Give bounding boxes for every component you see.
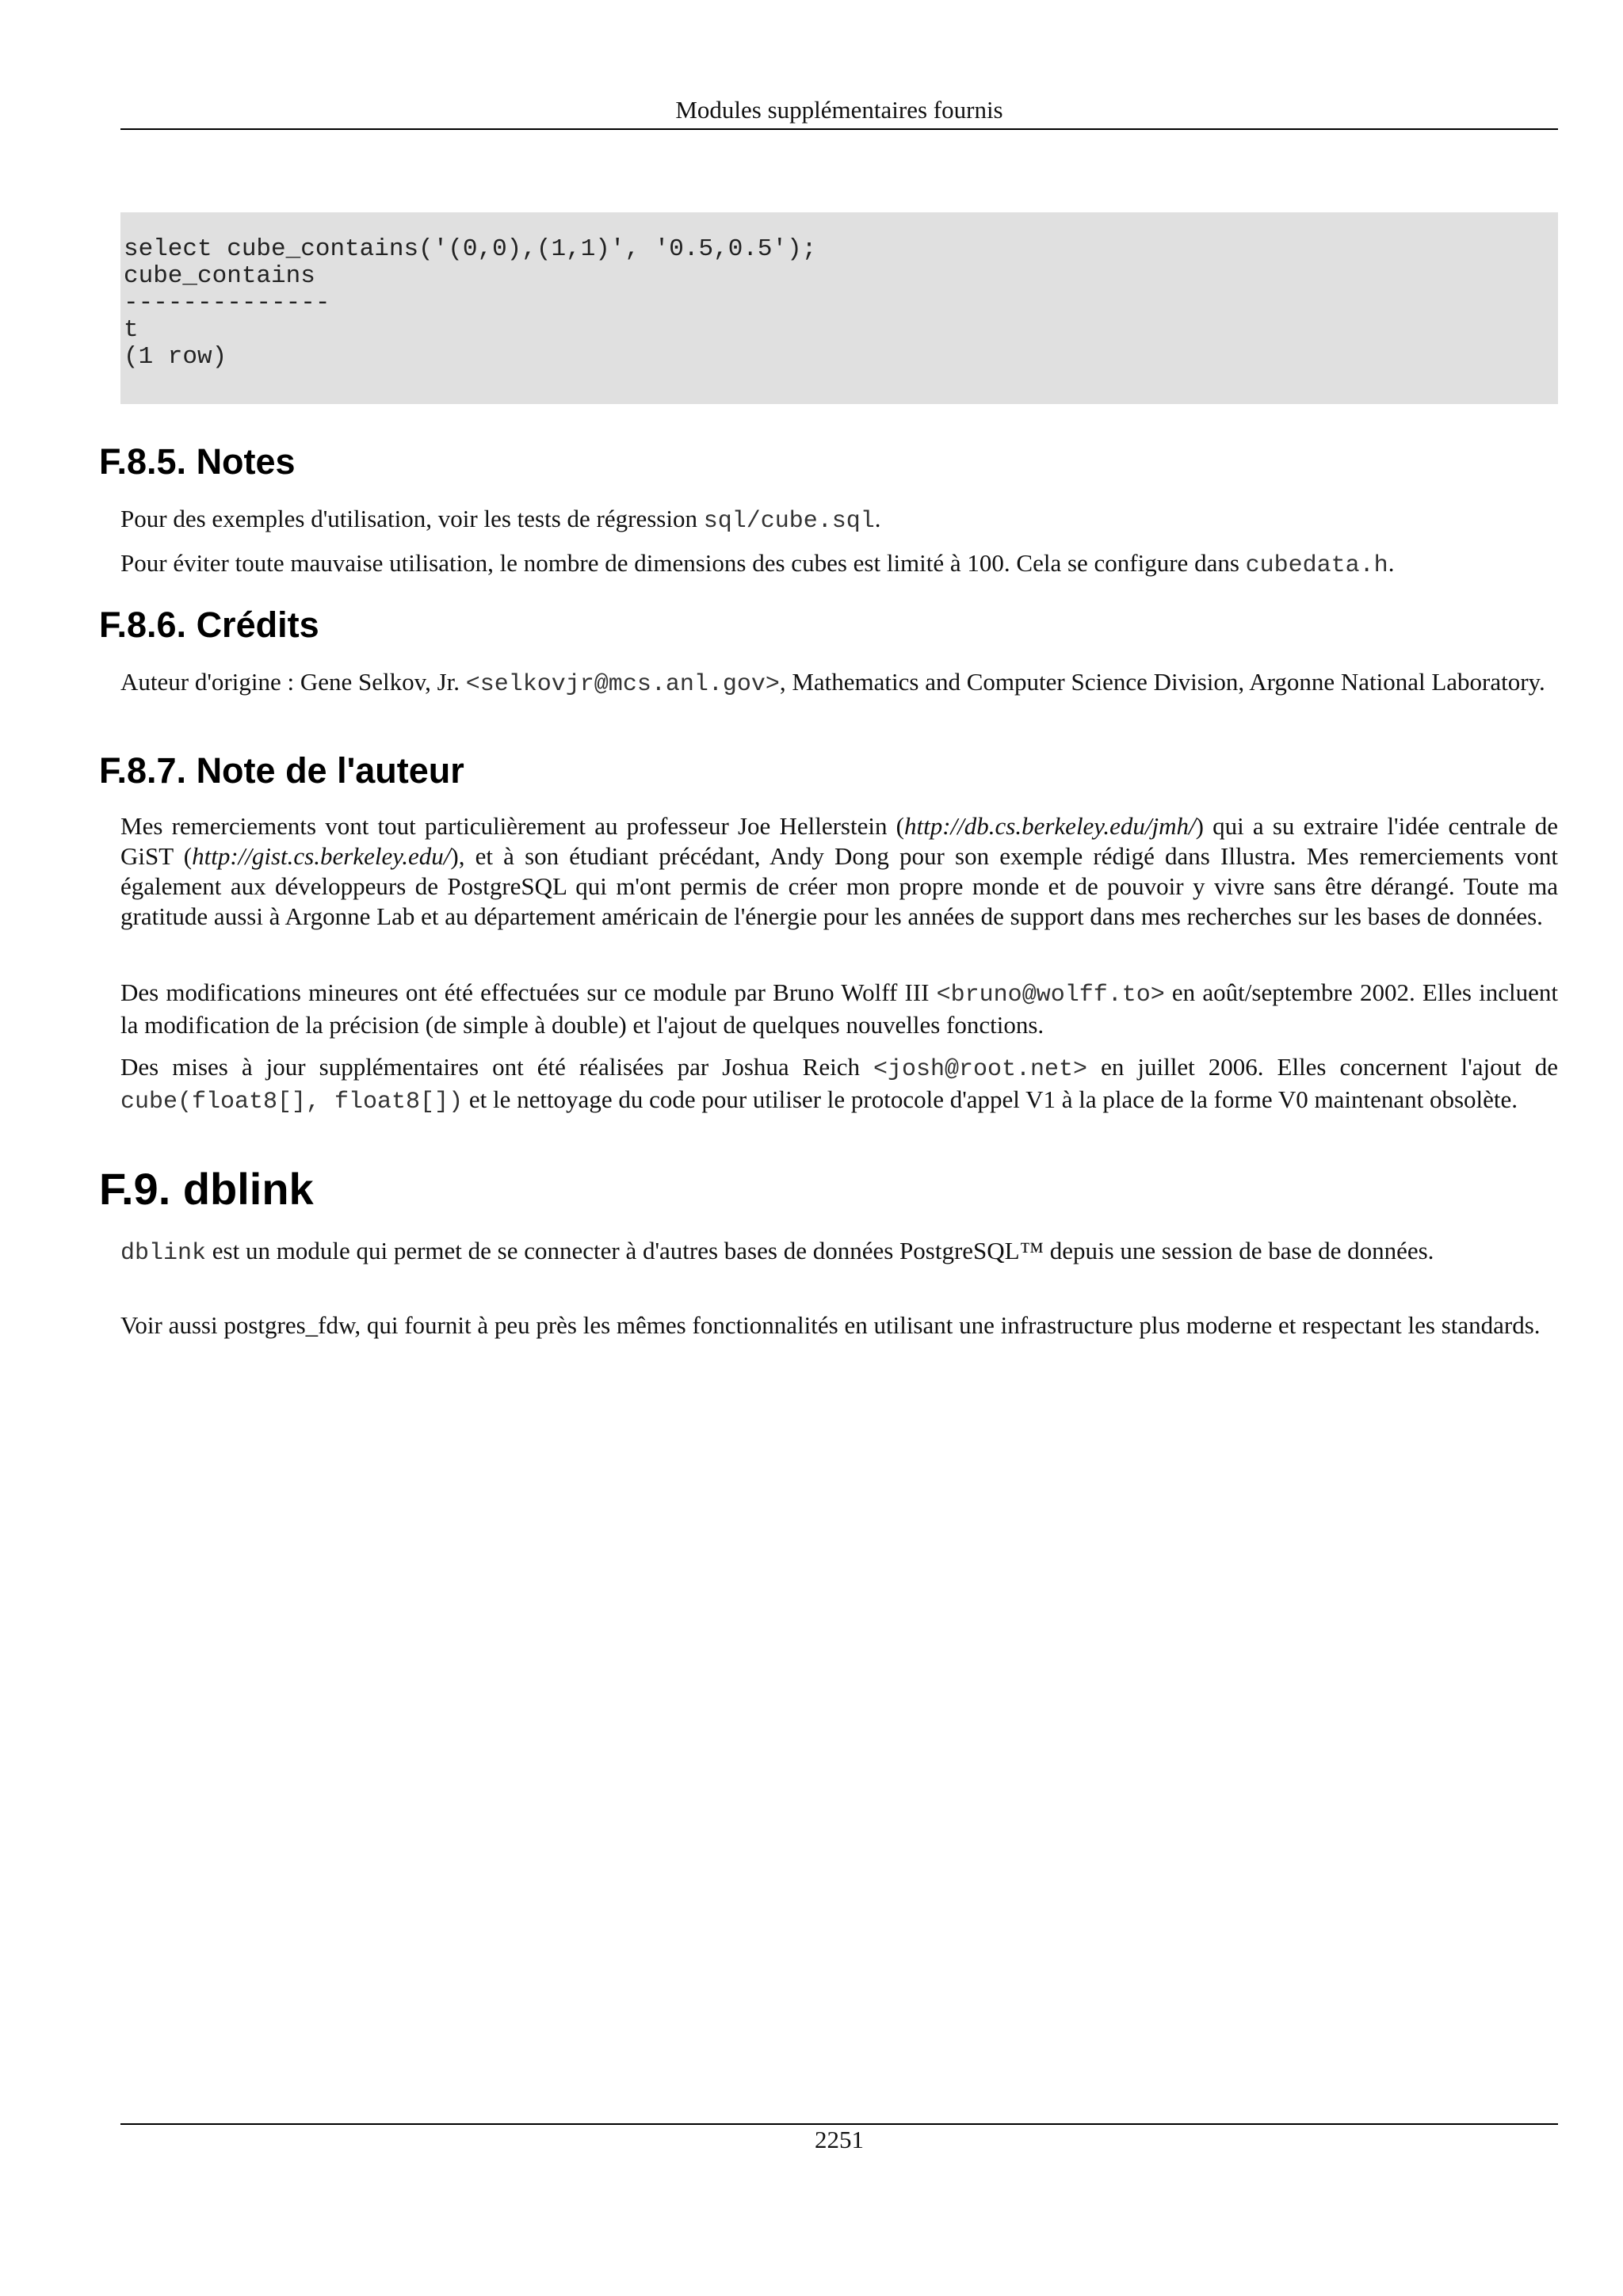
inline-code: cubedata.h	[1245, 552, 1388, 579]
paragraph-text: en août/septembre 2002. Elles incluent la modification de la précision (de simple à double) et l'ajout de quelques nouvelles fonctions.	[120, 978, 1558, 1039]
paragraph-text: Des mises à jour supplémentaires ont été réalisées par Joshua Reich	[120, 1053, 874, 1081]
inline-code: <bruno@wolff.to>	[936, 982, 1165, 1009]
code-line: (1 row)	[124, 343, 227, 371]
paragraph-notes-1	[120, 504, 1558, 536]
code-line: --------------	[124, 289, 330, 317]
link-hellerstein[interactable]: http://db.cs.berkeley.edu/jmh/	[904, 812, 1196, 840]
paragraph-text: Auteur d'origine : Gene Selkov, Jr.	[120, 668, 466, 696]
code-line: t	[124, 316, 139, 344]
paragraph-text: .	[1388, 549, 1395, 577]
header-rule	[120, 128, 1558, 130]
section-heading-dblink: F.9. dblink	[99, 1164, 314, 1214]
paragraph-notes-2	[120, 548, 1558, 581]
section-heading-credits: F.8.6. Crédits	[99, 605, 319, 645]
paragraph-text: Mes remerciements vont tout particulièrement au professeur Joe Hellerstein (	[120, 812, 904, 840]
section-heading-notes: F.8.5. Notes	[99, 441, 296, 482]
inline-code: dblink	[120, 1240, 207, 1267]
inline-code: cube(float8[], float8[])	[120, 1089, 464, 1116]
paragraph-text: et le nettoyage du code pour utiliser le protocole d'appel V1 à la place de la forme V0 maintenant obsolète.	[463, 1085, 1518, 1113]
paragraph-text: Pour éviter toute mauvaise utilisation, le nombre de dimensions des cubes est limité à 100. Cela se configure dans	[120, 549, 1246, 577]
paragraph-author-note-3	[120, 1052, 1558, 1117]
inline-code: <josh@root.net>	[873, 1056, 1088, 1083]
code-line: cube_contains	[124, 262, 315, 290]
paragraph-author-note-1	[120, 811, 1558, 932]
paragraph-text: est un module qui permet de se connecter à d'autres bases de données PostgreSQL™ depuis une session de base de données.	[206, 1237, 1434, 1264]
paragraph-text: , Mathematics and Computer Science Division, Argonne National Laboratory.	[779, 668, 1545, 696]
inline-code: <selkovjr@mcs.anl.gov>	[465, 671, 780, 698]
paragraph-dblink-1	[120, 1236, 1558, 1268]
link-gist[interactable]: http://gist.cs.berkeley.edu/	[192, 842, 451, 870]
running-header: Modules supplémentaires fournis	[675, 96, 1003, 124]
page-number: 2251	[815, 2126, 864, 2153]
paragraph-text: ), et à son étudiant précédant, Andy Dong pour son exemple rédigé dans Illustra. Mes remerciements vont également aux développeurs de PostgreSQL qui m'ont permis de créer mon propre monde et de pouvoir y vivre sans être dérangé. Toute ma gratitude aussi à Argonne Lab et au département américain de l'énergie pour les années de support dans mes recherches sur les bases de données.	[120, 842, 1558, 930]
paragraph-text: ) qui a su extraire l'idée centrale de GiST (	[120, 812, 1558, 870]
paragraph-dblink-2: Voir aussi postgres_fdw, qui fournit à peu près les mêmes fonctionnalités en utilisant une infrastructure plus moderne et respectant les standards.	[120, 1311, 1541, 1339]
paragraph-author-note-2	[120, 978, 1558, 1040]
paragraph-credits	[120, 667, 1558, 700]
paragraph-text: .	[874, 505, 881, 532]
paragraph-text: Pour des exemples d'utilisation, voir les tests de régression	[120, 505, 704, 532]
code-line: select cube_contains('(0,0),(1,1)', '0.5,0.5');	[124, 235, 817, 263]
code-example	[120, 212, 1558, 404]
paragraph-text: Des modifications mineures ont été effectuées sur ce module par Bruno Wolff III	[120, 978, 937, 1006]
section-heading-author-note: F.8.7. Note de l'auteur	[99, 750, 464, 791]
inline-code: sql/cube.sql	[703, 508, 875, 535]
paragraph-text: en juillet 2006. Elles concernent l'ajout de	[1087, 1053, 1558, 1081]
